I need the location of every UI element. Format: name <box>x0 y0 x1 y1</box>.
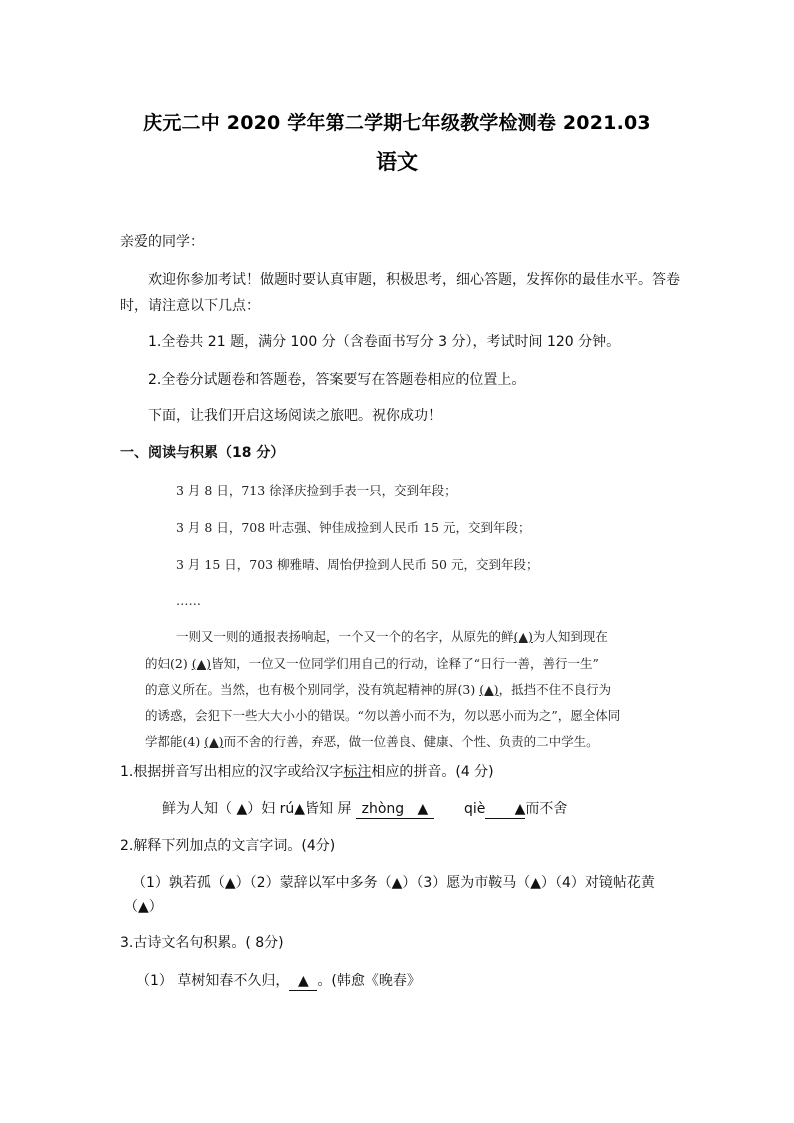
passage-line-2 <box>145 654 599 674</box>
items-text: 鲜为人知（ ▲）妇 rú▲皆知 屏 <box>162 801 356 817</box>
question-2-prompt: 2.解释下列加点的文言字词。(4分) <box>120 838 336 854</box>
ellipsis: …… <box>176 593 201 608</box>
answer-blank: ▲ <box>485 801 525 819</box>
greeting: 亲爱的同学： <box>120 234 204 250</box>
question-2-items: （1）孰若孤（▲）（2）蒙辞以军中多务（▲）（3）愿为市鞍马（▲）（4）对镜帖花黄 <box>132 875 655 891</box>
report-line-2: 3 月 8 日，708 叶志强、钟佳成捡到人民币 15 元，交到年段； <box>176 520 531 535</box>
answer-blank: (▲) <box>191 656 212 671</box>
passage-text: 为人知到现在 <box>532 629 608 644</box>
pinyin-text: qiè <box>463 801 486 817</box>
pinyin-text: zhòng <box>361 801 405 817</box>
passage-text: ，抵挡不住不良行为 <box>498 682 612 697</box>
section-heading: 一、阅读与积累（18 分） <box>120 445 285 461</box>
passage-text: 的意义所在。当然，也有极个别同学，没有筑起精神的屏(3) <box>145 682 480 697</box>
report-line-1: 3 月 8 日，713 徐泽庆捡到手表一只，交到年段； <box>176 483 457 498</box>
passage-text: 而不舍的行善，弃恶，做一位善良、健康、个性、负责的二中学生。 <box>223 734 599 749</box>
prompt-text: 1.根据拼音写出相应的汉字或给汉字 <box>120 764 344 780</box>
passage-text: 一则又一则的通报表扬响起，一个又一个的名字，从原先的鲜 <box>176 629 514 644</box>
welcome-line-1: 欢迎你参加考试！做题时要认真审题，积极思考，细心答题，发挥你的最佳水平。答卷 <box>148 272 680 288</box>
prompt-text: 相应的拼音。(4 分) <box>371 764 494 780</box>
answer-blank: (▲) <box>204 734 224 749</box>
closing-line: 下面，让我们开启这场阅读之旅吧。祝你成功！ <box>148 408 442 424</box>
exam-title: 庆元二中 2020 学年第二学期七年级教学检测卷 2021.03 <box>143 112 651 134</box>
question-2-items-wrap: （▲） <box>124 899 163 915</box>
passage-line-3 <box>145 680 611 700</box>
question-3-prompt: 3.古诗文名句积累。( 8分) <box>120 935 284 951</box>
passage-line-1 <box>176 627 608 647</box>
passage-text: 的妇(2) <box>145 656 192 671</box>
item-text: 。(韩愈《晚春》 <box>317 973 421 989</box>
prompt-text: 标注 <box>343 764 372 780</box>
passage-text: 学都能(4) <box>145 734 205 749</box>
answer-blank <box>356 801 434 819</box>
answer-blank: ▲ <box>289 973 317 991</box>
welcome-line-2: 时，请注意以下几点： <box>120 298 260 314</box>
answer-blank: (▲) <box>513 629 533 644</box>
passage-line-4: 的诱惑，会犯下一些大大小小的错误。“勿以善小而不为，勿以恶小而为之”，愿全体同 <box>145 708 621 723</box>
passage-text: 皆知，一位又一位同学们用自己的行动，诠释了“日行一善，善行一生” <box>211 656 599 671</box>
blank-marker: ▲ <box>417 801 429 817</box>
note-2: 2.全卷分试题卷和答题卷，答案要写在答题卷相应的位置上。 <box>148 372 526 388</box>
report-line-3: 3 月 15 日，703 柳雅晴、周怡伊捡到人民币 50 元，交到年段； <box>176 557 539 572</box>
passage-line-5 <box>145 732 599 752</box>
item-text: （1） 草树知春不久归， <box>136 973 290 989</box>
question-1-items <box>162 799 567 819</box>
question-1-prompt <box>120 762 494 782</box>
answer-blank: (▲) <box>479 682 499 697</box>
question-3-item-1 <box>136 971 421 991</box>
subject-title: 语文 <box>376 150 418 174</box>
items-text: 而不舍 <box>525 801 568 817</box>
note-1: 1.全卷共 21 题，满分 100 分（含卷面书写分 3 分），考试时间 120 分钟。 <box>148 334 621 350</box>
